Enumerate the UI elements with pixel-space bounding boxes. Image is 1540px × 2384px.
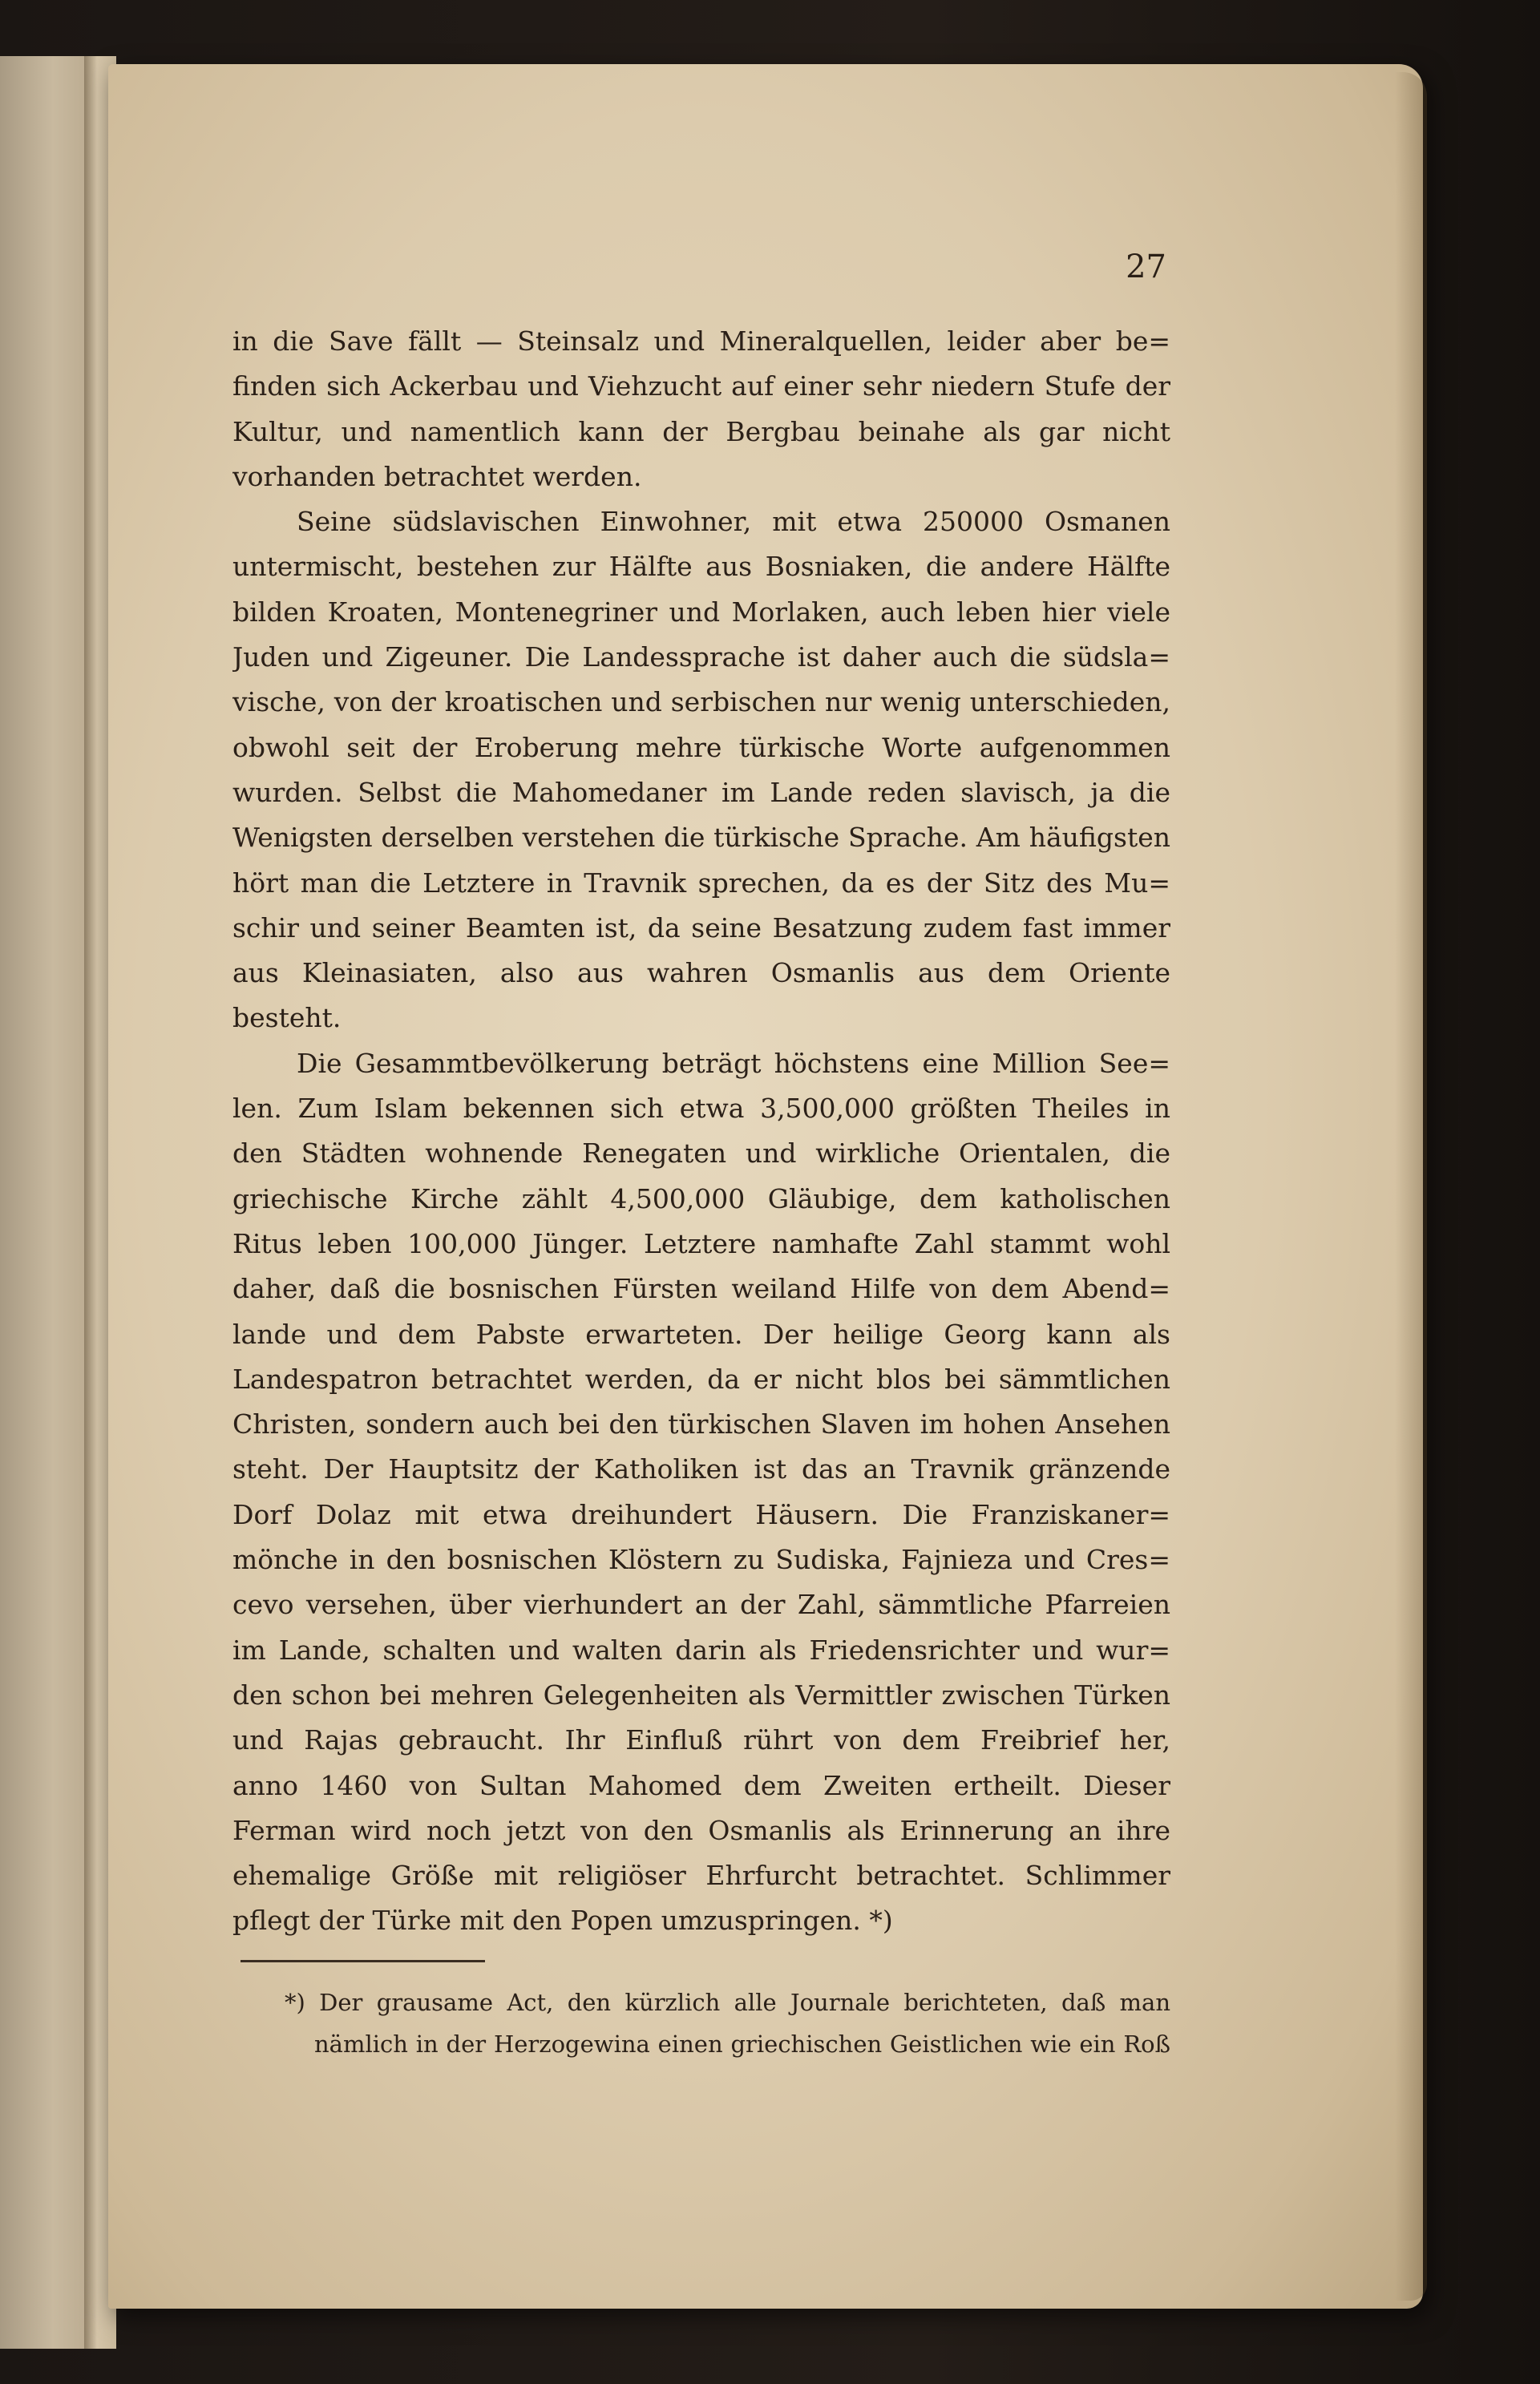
text-line: hört man die Letztere in Travnik sprechen, da es der Sitz des Mu=	[232, 867, 1170, 899]
text-line: ehemalige Größe mit religiöser Ehrfurcht betrachtet. Schlimmer	[232, 1860, 1170, 1892]
text-line: vorhanden betrachtet werden.	[232, 460, 642, 492]
text-line: Wenigsten derselben verstehen die türkische Sprache. Am häufigsten	[232, 822, 1170, 854]
text-line: Die Gesammtbevölkerung beträgt höchstens eine Million See=	[297, 1047, 1170, 1079]
text-line: pflegt der Türke mit den Popen umzuspringen. *)	[232, 1905, 893, 1937]
text-line: steht. Der Hauptsitz der Katholiken ist das an Travnik gränzende	[232, 1453, 1170, 1485]
text-line: Kultur, und namentlich kann der Bergbau beinahe als gar nicht	[232, 415, 1170, 447]
text-line: besteht.	[232, 1002, 342, 1034]
text-line: im Lande, schalten und walten darin als Friedensrichter und wur=	[232, 1634, 1170, 1666]
page-number: 27	[1126, 249, 1166, 285]
footnote-divider	[240, 1960, 485, 1962]
text-line: in die Save fällt — Steinsalz und Mineralquellen, leider aber be=	[232, 325, 1170, 357]
text-line: und Rajas gebraucht. Ihr Einfluß rührt von dem Freibrief her,	[232, 1724, 1170, 1756]
body-text	[232, 319, 1170, 1944]
footnote	[285, 1982, 1170, 2065]
text-line: bilden Kroaten, Montenegriner und Morlaken, auch leben hier viele	[232, 596, 1170, 628]
footnote-line: nämlich in der Herzogewina einen griechischen Geistlichen wie ein Roß	[314, 2030, 1170, 2058]
text-line: daher, daß die bosnischen Fürsten weiland Hilfe von dem Abend=	[232, 1273, 1170, 1305]
text-line: Dorf Dolaz mit etwa dreihundert Häusern. Die Franziskaner=	[232, 1498, 1170, 1530]
footnote-line: *) Der grausame Act, den kürzlich alle Journale berichteten, daß man	[285, 1989, 1170, 2016]
text-line: obwohl seit der Eroberung mehre türkische Worte aufgenommen	[232, 731, 1170, 763]
text-line: den schon bei mehren Gelegenheiten als Vermittler zwischen Türken	[232, 1679, 1170, 1711]
text-line: Seine südslavischen Einwohner, mit etwa 250000 Osmanen	[297, 506, 1170, 538]
text-line: Landespatron betrachtet werden, da er nicht blos bei sämmtlichen	[232, 1363, 1170, 1395]
text-line: len. Zum Islam bekennen sich etwa 3,500,000 größten Theiles in	[232, 1093, 1170, 1125]
text-line: finden sich Ackerbau und Viehzucht auf einer sehr niedern Stufe der	[232, 370, 1170, 402]
text-line: Juden und Zigeuner. Die Landessprache ist daher auch die südsla=	[232, 641, 1170, 673]
text-line: vische, von der kroatischen und serbischen nur wenig unterschieden,	[232, 686, 1170, 718]
text-line: cevo versehen, über vierhundert an der Zahl, sämmtliche Pfarreien	[232, 1589, 1170, 1621]
left-page-edge	[0, 56, 96, 2349]
page-edge-shadow	[1395, 72, 1427, 2301]
text-line: anno 1460 von Sultan Mahomed dem Zweiten ertheilt. Dieser	[232, 1769, 1170, 1801]
text-line: schir und seiner Beamten ist, da seine Besatzung zudem fast immer	[232, 911, 1170, 943]
text-line: Ferman wird noch jetzt von den Osmanlis als Erinnerung an ihre	[232, 1814, 1170, 1846]
text-line: Christen, sondern auch bei den türkischen Slaven im hohen Ansehen	[232, 1408, 1170, 1441]
text-line: lande und dem Pabste erwarteten. Der heilige Georg kann als	[232, 1318, 1170, 1350]
text-line: mönche in den bosnischen Klöstern zu Sudiska, Fajnieza und Cres=	[232, 1544, 1170, 1576]
text-line: Ritus leben 100,000 Jünger. Letztere namhafte Zahl stammt wohl	[232, 1227, 1170, 1259]
text-line: griechische Kirche zählt 4,500,000 Gläubige, dem katholischen	[232, 1182, 1170, 1214]
text-line: aus Kleinasiaten, also aus wahren Osmanlis aus dem Oriente	[232, 957, 1170, 989]
text-line: untermischt, bestehen zur Hälfte aus Bosniaken, die andere Hälfte	[232, 551, 1170, 583]
text-line: den Städten wohnende Renegaten und wirkliche Orientalen, die	[232, 1137, 1170, 1170]
text-line: wurden. Selbst die Mahomedaner im Lande reden slavisch, ja die	[232, 776, 1170, 808]
